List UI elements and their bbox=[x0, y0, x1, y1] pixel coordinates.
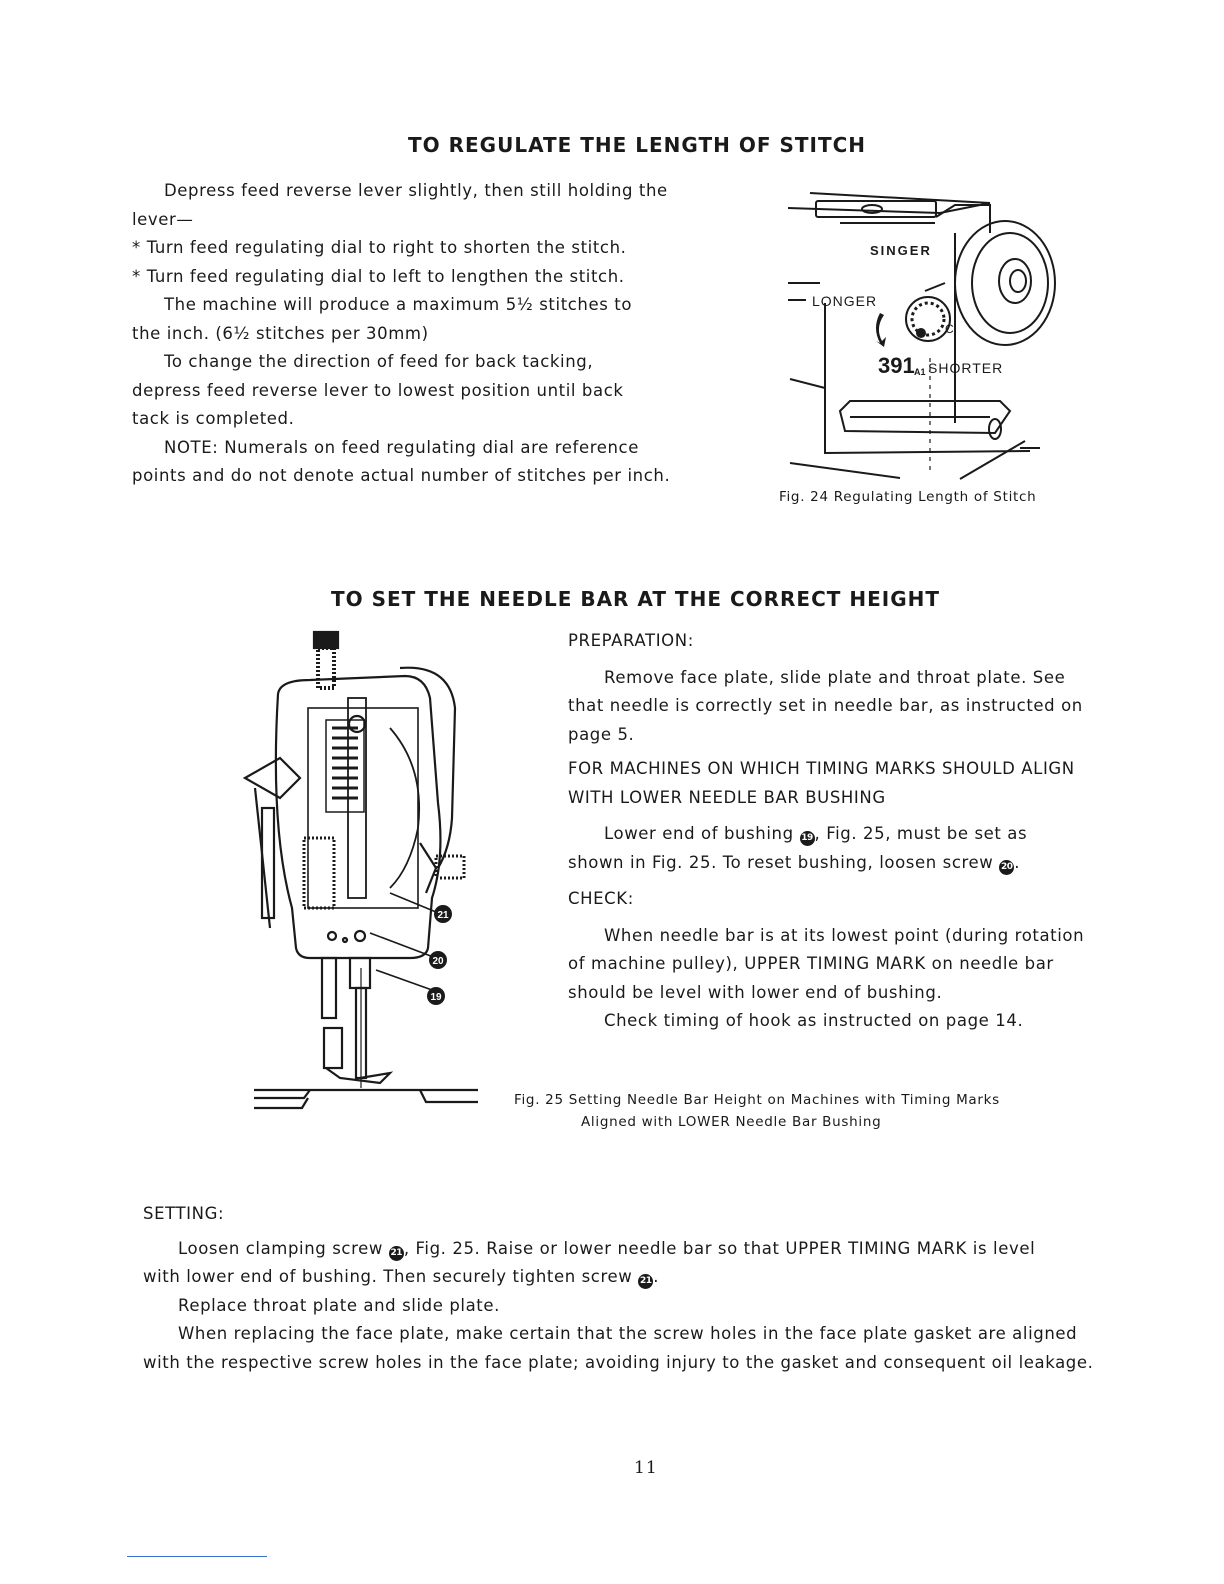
brand-label: SINGER bbox=[870, 243, 932, 258]
setting-line: with the respective screw holes in the face plate; avoiding injury to the gasket and consequent oil leakage. bbox=[143, 1352, 1094, 1372]
setting-instructions bbox=[143, 1200, 1163, 1377]
check-line: should be level with lower end of bushing. bbox=[568, 982, 943, 1002]
section-heading-needle-bar: TO SET THE NEEDLE BAR AT THE CORRECT HEIGHT bbox=[331, 587, 941, 611]
paragraph-line: that needle is correctly set in needle bar, as instructed on bbox=[568, 696, 1083, 715]
setting-label: SETTING: bbox=[143, 1204, 225, 1223]
arrow-icon bbox=[876, 313, 886, 347]
callout-21-inline: 21 bbox=[389, 1246, 404, 1261]
stitch-length-instructions bbox=[132, 177, 697, 491]
bushing-line: shown in Fig. 25. To reset bushing, loosen screw 20 . bbox=[568, 849, 1133, 878]
bushing-line: Lower end of bushing 19 , Fig. 25, must be set as bbox=[568, 820, 1133, 849]
machines-heading-line: FOR MACHINES ON WHICH TIMING MARKS SHOULD ALIGN bbox=[568, 759, 1075, 778]
setting-line: Replace throat plate and slide plate. bbox=[178, 1295, 500, 1315]
footer-rule bbox=[127, 1556, 267, 1557]
setting-line: with lower end of bushing. Then securely tighten screw 21 . bbox=[143, 1263, 1163, 1292]
callout-19-inline: 19 bbox=[800, 831, 815, 846]
longer-label: LONGER bbox=[812, 293, 878, 309]
check-label: CHECK: bbox=[568, 889, 634, 908]
bullet-line: * Turn feed regulating dial to right to shorten the stitch. bbox=[132, 238, 627, 257]
paragraph-line: lever— bbox=[132, 209, 194, 229]
part-suffix-label: A1 bbox=[914, 367, 926, 377]
callout-19 bbox=[427, 987, 445, 1005]
machines-heading-line: WITH LOWER NEEDLE BAR BUSHING bbox=[568, 787, 886, 807]
shorter-label: SHORTER bbox=[928, 360, 1004, 376]
feed-regulating-dial-illustration bbox=[780, 183, 1060, 483]
fig25-caption-line1: Fig. 25 Setting Needle Bar Height on Machines with Timing Marks bbox=[514, 1092, 1000, 1108]
note-line: points and do not denote actual number of stitches per inch. bbox=[132, 466, 671, 485]
paragraph-line: depress feed reverse lever to lowest position until back bbox=[132, 380, 624, 400]
preparation-label: PREPARATION: bbox=[568, 631, 694, 650]
dial-c-label: C bbox=[945, 322, 954, 336]
callout-20 bbox=[429, 951, 447, 969]
page-number: 11 bbox=[634, 1458, 658, 1478]
paragraph-line: page 5. bbox=[568, 724, 635, 744]
callout-21-inline: 21 bbox=[638, 1274, 653, 1289]
feed-regulating-dial bbox=[906, 297, 950, 341]
callout-21 bbox=[434, 905, 452, 923]
svg-text:21: 21 bbox=[437, 910, 449, 921]
paragraph-line: the inch. (6½ stitches per 30mm) bbox=[132, 323, 429, 343]
section-heading-stitch-length: TO REGULATE THE LENGTH OF STITCH bbox=[408, 133, 866, 157]
part-number-label: 391 bbox=[878, 353, 915, 378]
note-line: NOTE: Numerals on feed regulating dial are reference bbox=[164, 437, 639, 457]
callout-20-inline: 20 bbox=[999, 860, 1014, 875]
setting-line: Loosen clamping screw 21 , Fig. 25. Raise or lower needle bar so that UPPER TIMING MARK is level bbox=[143, 1235, 1163, 1264]
paragraph-line: tack is completed. bbox=[132, 409, 295, 428]
paragraph-line: The machine will produce a maximum 5½ stitches to bbox=[164, 295, 633, 314]
check-line: of machine pulley), UPPER TIMING MARK on needle bar bbox=[568, 954, 1054, 973]
fig25-caption-line2: Aligned with LOWER Needle Bar Bushing bbox=[581, 1114, 882, 1130]
setting-line: When replacing the face plate, make certain that the screw holes in the face plate gasket are aligned bbox=[178, 1324, 1078, 1343]
check-line: Check timing of hook as instructed on page 14. bbox=[604, 1011, 1024, 1030]
paragraph-line: Remove face plate, slide plate and throat plate. See bbox=[604, 667, 1066, 687]
svg-text:20: 20 bbox=[432, 956, 444, 967]
needle-bar-instructions bbox=[568, 627, 1133, 1036]
bullet-line: * Turn feed regulating dial to left to lengthen the stitch. bbox=[132, 266, 625, 286]
paragraph-line: To change the direction of feed for back tacking, bbox=[164, 352, 594, 371]
check-line: When needle bar is at its lowest point (during rotation bbox=[604, 925, 1085, 945]
svg-text:19: 19 bbox=[430, 992, 442, 1003]
needle-bar-assembly-illustration bbox=[240, 628, 490, 1120]
fig24-caption: Fig. 24 Regulating Length of Stitch bbox=[779, 489, 1037, 505]
paragraph-line: Depress feed reverse lever slightly, then still holding the bbox=[164, 181, 668, 200]
